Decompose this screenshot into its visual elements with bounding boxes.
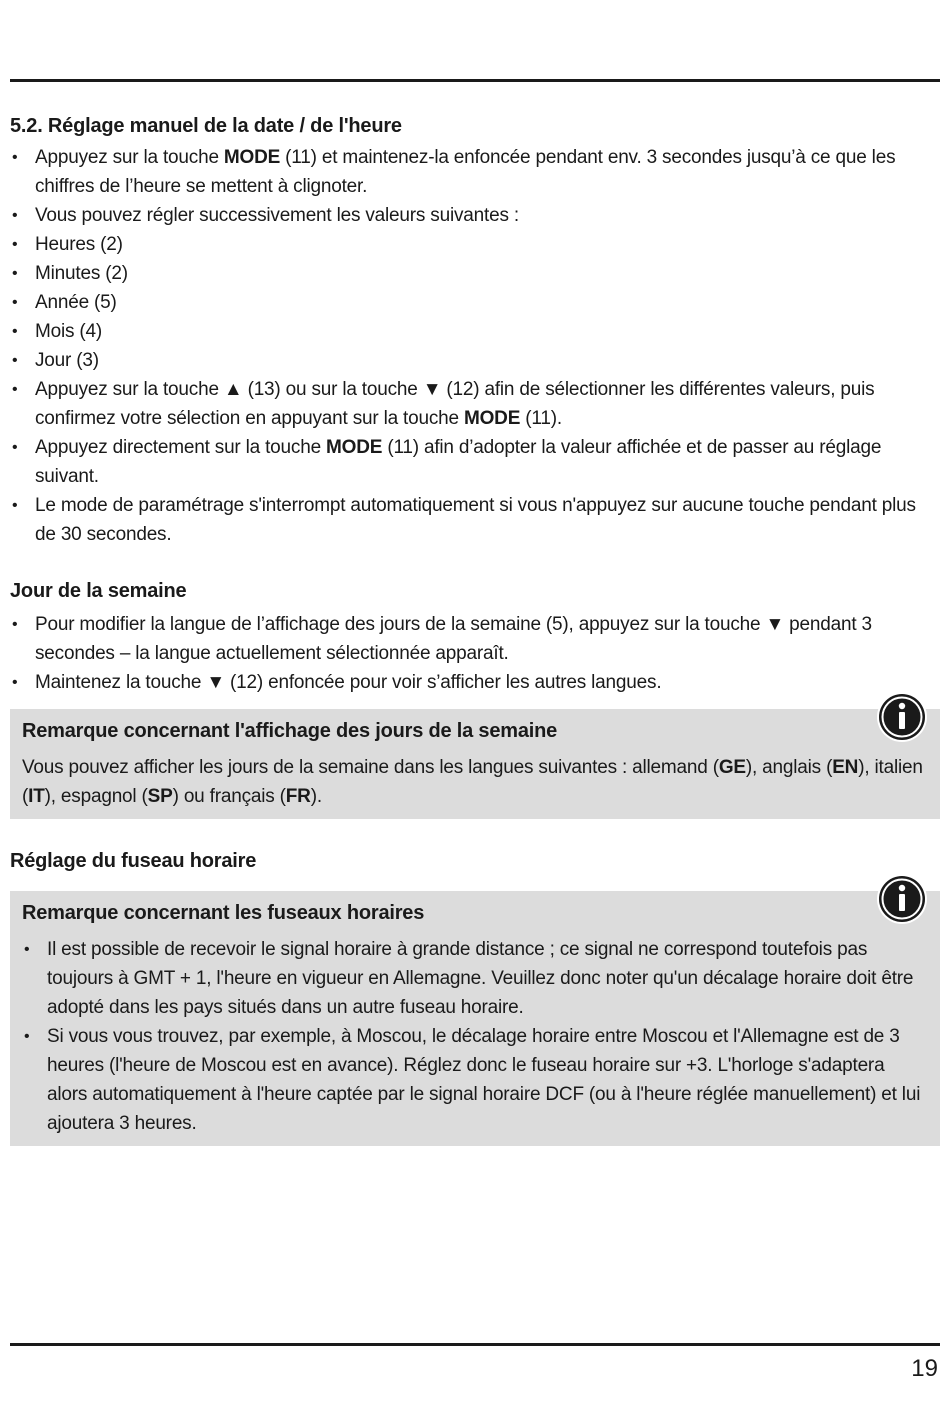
list-item: • Jour (3) [10, 346, 940, 375]
list-item: • Mois (4) [10, 317, 940, 346]
list-item: • Il est possible de recevoir le signal horaire à grande distance ; ce signal ne correspond toutefois pas toujours à GMT + 1, l'heure en vigueur en Allemagne. Veuillez donc noter qu'un décalage horaire doit être adopté dans les pays situés dans un autre fuseau horaire. [22, 935, 928, 1022]
list-item: • Appuyez sur la touche MODE (11) et maintenez-la enfoncée pendant env. 3 secondes jusqu’à ce que les chiffres de l’heure se mettent à clignoter. [10, 143, 940, 201]
manual-setting-list [10, 143, 940, 549]
weekday-list [10, 610, 940, 697]
list-item: • Appuyez sur la touche ▲ (13) ou sur la touche ▼ (12) afin de sélectionner les différentes valeurs, puis confirmez votre sélection en appuyant sur la touche MODE (11). [10, 375, 940, 433]
section-title-weekday: Jour de la semaine [10, 580, 187, 602]
section-title-manual-setting: 5.2. Réglage manuel de la date / de l'heure [10, 115, 402, 137]
list-item: • Heures (2) [10, 230, 940, 259]
list-item: • Minutes (2) [10, 259, 940, 288]
list-item: • Maintenez la touche ▼ (12) enfoncée pour voir s’afficher les autres langues. [10, 668, 940, 697]
list-item: • Pour modifier la langue de l’affichage des jours de la semaine (5), appuyez sur la touche ▼ pendant 3 secondes – la langue actuellement sélectionnée apparaît. [10, 610, 940, 668]
note-weekday-display [10, 709, 940, 819]
timezone-note-list [22, 935, 928, 1138]
page-number: 19 [911, 1355, 938, 1382]
note-title: Remarque concernant les fuseaux horaires [22, 902, 425, 924]
info-icon [876, 691, 928, 743]
bottom-rule [10, 1343, 940, 1346]
list-item: • Année (5) [10, 288, 940, 317]
note-timezones [10, 891, 940, 1146]
list-item: • Appuyez directement sur la touche MODE (11) afin d’adopter la valeur affichée et de passer au réglage suivant. [10, 433, 940, 491]
info-icon [876, 873, 928, 925]
top-rule [10, 79, 940, 82]
list-item: • Vous pouvez régler successivement les valeurs suivantes : [10, 201, 940, 230]
list-item: • Si vous vous trouvez, par exemple, à Moscou, le décalage horaire entre Moscou et l'Allemagne est de 3 heures (l'heure de Moscou est en avance). Réglez donc le fuseau horaire sur +3. L'horloge s'adaptera alors automatiquement à l'heure captée par le signal horaire DCF (ou à l'heure réglée manuellement) et lui ajoutera 3 heures. [22, 1022, 928, 1138]
note-title: Remarque concernant l'affichage des jours de la semaine [22, 720, 558, 742]
page-content [10, 112, 940, 1146]
section-title-timezone: Réglage du fuseau horaire [10, 850, 257, 872]
note-text: Vous pouvez afficher les jours de la semaine dans les langues suivantes : allemand (GE), anglais (EN), italien (IT), espagnol (SP) ou français (FR). [22, 757, 923, 807]
list-item: • Le mode de paramétrage s'interrompt automatiquement si vous n'appuyez sur aucune touche pendant plus de 30 secondes. [10, 491, 940, 549]
